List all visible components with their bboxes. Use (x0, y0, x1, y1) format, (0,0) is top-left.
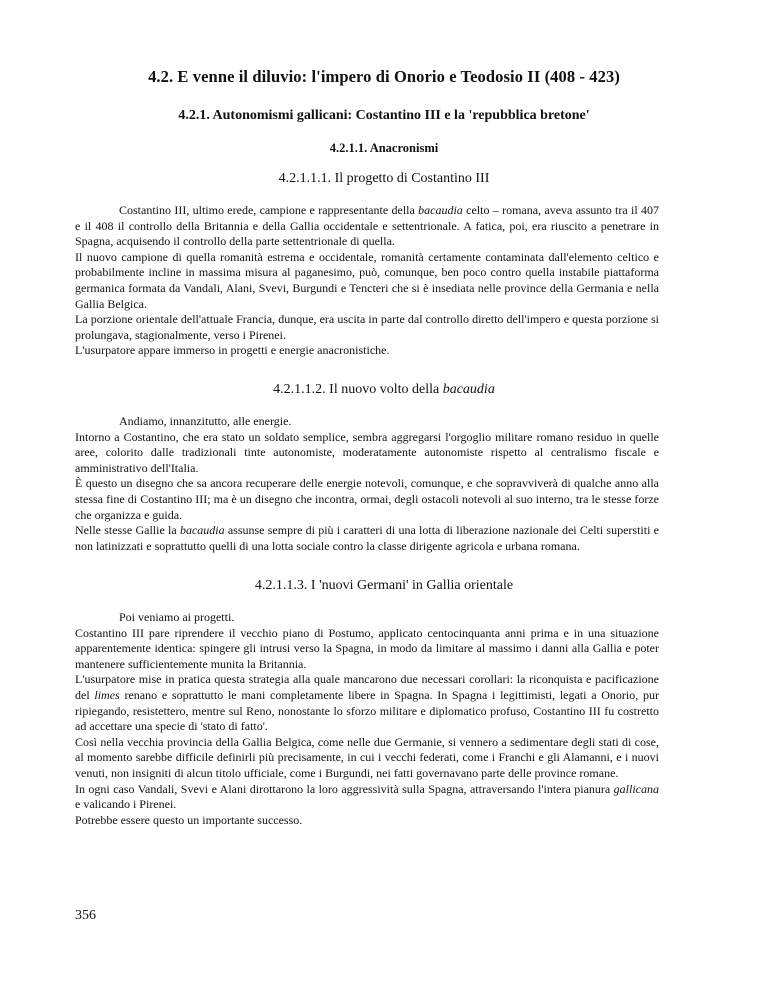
paragraph-text: Potrebbe essere questo un importante successo. (75, 812, 303, 827)
subsubsection-heading-1 (0, 170, 768, 188)
paragraph-text: Andiamo, innanzitutto, alle energie. (119, 414, 292, 428)
paragraph (75, 343, 659, 359)
paragraph-text: Costantino III, ultimo erede, campione e rappresentante della (119, 203, 419, 217)
paragraph (75, 813, 659, 829)
paragraph-text: L'usurpatore appare immerso in progetti e energie anacronistiche. (75, 343, 390, 358)
paragraph (75, 476, 659, 523)
paragraph-text: Poi veniamo ai progetti. (119, 610, 235, 624)
paragraph-text: In ogni caso Vandali, Svevi e Alani dirottarono la loro aggressività sulla Spagna, attraversando l'intera pianura (75, 781, 614, 796)
paragraph (75, 250, 659, 312)
heading-text: 4.2.1.1.2. Il nuovo volto della (273, 382, 443, 397)
paragraph-text: L'usurpatore mise in pratica questa strategia alla quale mancarono due necessari corollari: la riconquista e pacificazione del (75, 672, 659, 702)
italic-term: bacaudia (418, 203, 463, 217)
paragraph-text: È questo un disegno che sa ancora recuperare delle energie notevoli, comunque, e che sopravviverà di qualche anno alla stessa fine di Costantino III; ma è un disegno che incontra, ormai, degli ostacoli notevoli al suo interno, tra le stesse forze che organizza e guida. (75, 476, 659, 522)
paragraph-text: La porzione orientale dell'attuale Francia, dunque, era uscita in parte dal controllo diretto dell'impero e questa porzione si prolungava, stagionalmente, verso i Pirenei. (75, 312, 659, 342)
paragraph (75, 430, 659, 477)
paragraph-text: assunse sempre di più i caratteri di una lotta di liberazione nazionale dei Celti superstiti e non latinizzati e soprattutto quelli di una lotta sociale contro la classe dirigente agricola e urbana romana. (75, 523, 660, 553)
heading-italic: bacaudia (442, 382, 495, 397)
paragraph (75, 312, 659, 343)
italic-term: bacaudia (179, 523, 225, 538)
section-body-3 (75, 610, 659, 828)
section-body-1 (75, 203, 659, 359)
paragraph (75, 610, 659, 626)
subsubsection-heading-2 (0, 381, 768, 399)
paragraph-text: Intorno a Costantino, che era stato un soldato semplice, sembra aggregarsi l'orgoglio militare romano residuo in quelle aree, colorito dalle tradizionali tinte autonomiste, moderatamente autonomiste rispetto al centralismo fiscale e amministrativo dell'Italia. (75, 429, 659, 475)
paragraph-text: renano e soprattutto le mani completamente libere in Spagna. In Spagna i legittimisti, legati a Onorio, pur ripiegando, resistettero, mentre sul Reno, nonostante lo sforzo militare e diplomatico profuso, Costantino III fu costretto ad accettare una specie di 'stato di fatto'. (75, 687, 659, 734)
chapter-heading: 4.2. E venne il diluvio: l'impero di Onorio e Teodosio II (408 - 423) (148, 67, 620, 86)
subsection-heading: 4.2.1.1. Anacronismi (329, 141, 439, 155)
heading-text: 4.2.1.1.1. Il progetto di Costantino III (278, 171, 490, 186)
subsubsection-heading-3 (0, 577, 768, 595)
paragraph-text: Costantino III pare riprendere il vecchio piano di Postumo, applicato centocinquanta anni prima e in una situazione apparentemente identica: spingere gli intrusi verso la Spagna, in modo da limitare al massimo i danni alla Gallia e poter mantenere sufficientemente munita la Britannia. (75, 625, 659, 671)
paragraph-text: Il nuovo campione di quella romanità estrema e occidentale, romanità certamente contaminata dall'elemento celtico e probabilmente incline in massima misura al paganesimo, può, comunque, ben poco contro quella instabile piattaforma germanica formata da Vandali, Alani, Svevi, Burgundi e Tencteri che si è insediata nelle province della Germania e nella Gallia Belgica. (75, 249, 659, 311)
paragraph (75, 626, 659, 673)
italic-term: limes (94, 687, 120, 702)
page-number: 356 (75, 908, 96, 923)
section-body-2 (75, 414, 659, 554)
italic-term: gallicana (613, 781, 659, 796)
paragraph-text: Nelle stesse Gallie la (75, 523, 180, 538)
paragraph (75, 735, 659, 782)
paragraph (75, 414, 659, 430)
paragraph-text: e valicando i Pirenei. (75, 797, 177, 812)
section-heading: 4.2.1. Autonomismi gallicani: Costantino III e la 'repubblica bretone' (178, 108, 590, 123)
paragraph (75, 782, 659, 813)
paragraph (75, 203, 659, 250)
paragraph (75, 672, 659, 734)
paragraph-text: celto – romana, aveva assunto tra il 407 e il 408 il controllo della Britannia e della Gallia occidentale e settentrionale. A fatica, poi, era riuscito a penetrare in Spagna, acquisendo il controllo della parte settentrionale di quella. (75, 203, 659, 249)
heading-text: 4.2.1.1.3. I 'nuovi Germani' in Gallia orientale (254, 578, 514, 593)
paragraph-text: Così nella vecchia provincia della Gallia Belgica, come nelle due Germanie, si vennero a sedimentare degli stati di cose, al momento sarebbe difficile definirli più precisamente, in cui i vecchi federati, come i Franchi e gli Alamanni, e i nuovi venuti, non insigniti di alcun titolo ufficiale, come i Burgundi, nei fatti governavano parte delle province romane. (75, 734, 659, 780)
paragraph (75, 523, 659, 554)
